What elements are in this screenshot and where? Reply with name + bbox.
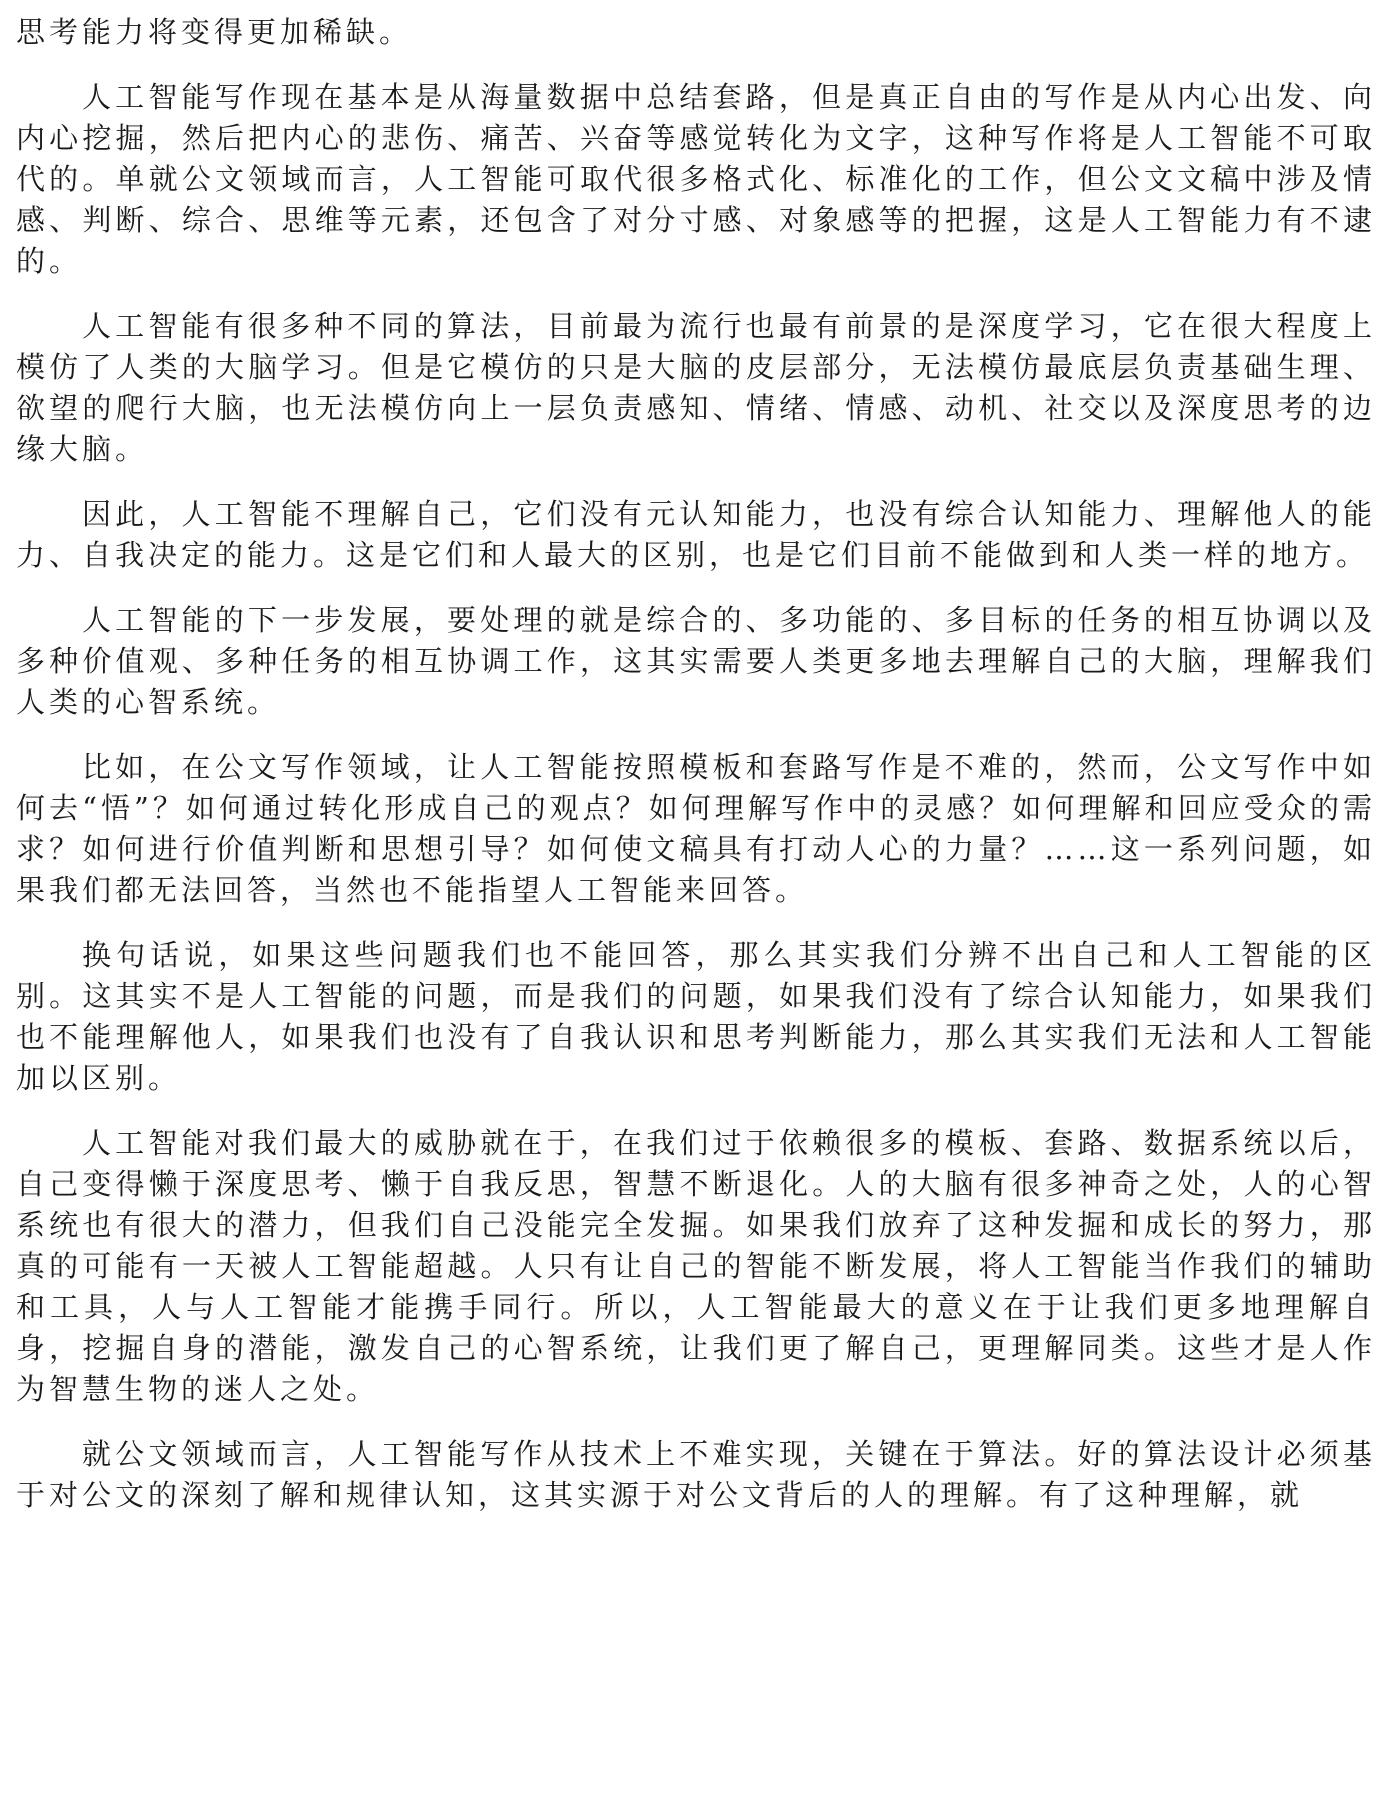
paragraph: 人工智能对我们最大的威胁就在于，在我们过于依赖很多的模板、套路、数据系统以后，自己变得懒于深度思考、懒于自我反思，智慧不断退化。人的大脑有很多神奇之处，人的心智系统也有很大的潜力，但我们自己没能完全发掘。如果我们放弃了这种发掘和成长的努力，那真的可能有一天被人工智能超越。人只有让自己的智能不断发展，将人工智能当作我们的辅助和工具，人与人工智能才能携手同行。所以，人工智能最大的意义在于让我们更多地理解自身，挖掘自身的潜能，激发自己的心智系统，让我们更了解自己，更理解同类。这些才是人作为智慧生物的迷人之处。 — [16, 1126, 1376, 1406]
paragraph: 人工智能的下一步发展，要处理的就是综合的、多功能的、多目标的任务的相互协调以及多种价值观、多种任务的相互协调工作，这其实需要人类更多地去理解自己的大脑，理解我们人类的心智系统。 — [16, 603, 1376, 719]
paragraph: 因此，人工智能不理解自己，它们没有元认知能力，也没有综合认知能力、理解他人的能力、自我决定的能力。这是它们和人最大的区别，也是它们目前不能做到和人类一样的地方。 — [16, 497, 1376, 572]
document-page — [16, 0, 1376, 1800]
paragraph: 人工智能有很多种不同的算法，目前最为流行也最有前景的是深度学习，它在很大程度上模仿了人类的大脑学习。但是它模仿的只是大脑的皮层部分，无法模仿最底层负责基础生理、欲望的爬行大脑，也无法模仿向上一层负责感知、情绪、情感、动机、社交以及深度思考的边缘大脑。 — [16, 309, 1376, 466]
paragraph: 就公文领域而言，人工智能写作从技术上不难实现，关键在于算法。好的算法设计必须基于对公文的深刻了解和规律认知，这其实源于对公文背后的人的理解。有了这种理解，就 — [16, 1437, 1376, 1512]
paragraph: 人工智能写作现在基本是从海量数据中总结套路，但是真正自由的写作是从内心出发、向内心挖掘，然后把内心的悲伤、痛苦、兴奋等感觉转化为文字，这种写作将是人工智能不可取代的。单就公文领域而言，人工智能可取代很多格式化、标准化的工作，但公文文稿中涉及情感、判断、综合、思维等元素，还包含了对分寸感、对象感等的把握，这是人工智能力有不逮的。 — [16, 80, 1376, 278]
paragraph: 比如，在公文写作领域，让人工智能按照模板和套路写作是不难的，然而，公文写作中如何去“悟”？如何通过转化形成自己的观点？如何理解写作中的灵感？如何理解和回应受众的需求？如何进行价值判断和思想引导？如何使文稿具有打动人心的力量？……这一系列问题，如果我们都无法回答，当然也不能指望人工智能来回答。 — [16, 750, 1376, 907]
paragraph-continued: 思考能力将变得更加稀缺。 — [16, 15, 413, 49]
paragraph: 换句话说，如果这些问题我们也不能回答，那么其实我们分辨不出自己和人工智能的区别。这其实不是人工智能的问题，而是我们的问题，如果我们没有了综合认知能力，如果我们也不能理解他人，如果我们也没有了自我认识和思考判断能力，那么其实我们无法和人工智能加以区别。 — [16, 938, 1376, 1095]
